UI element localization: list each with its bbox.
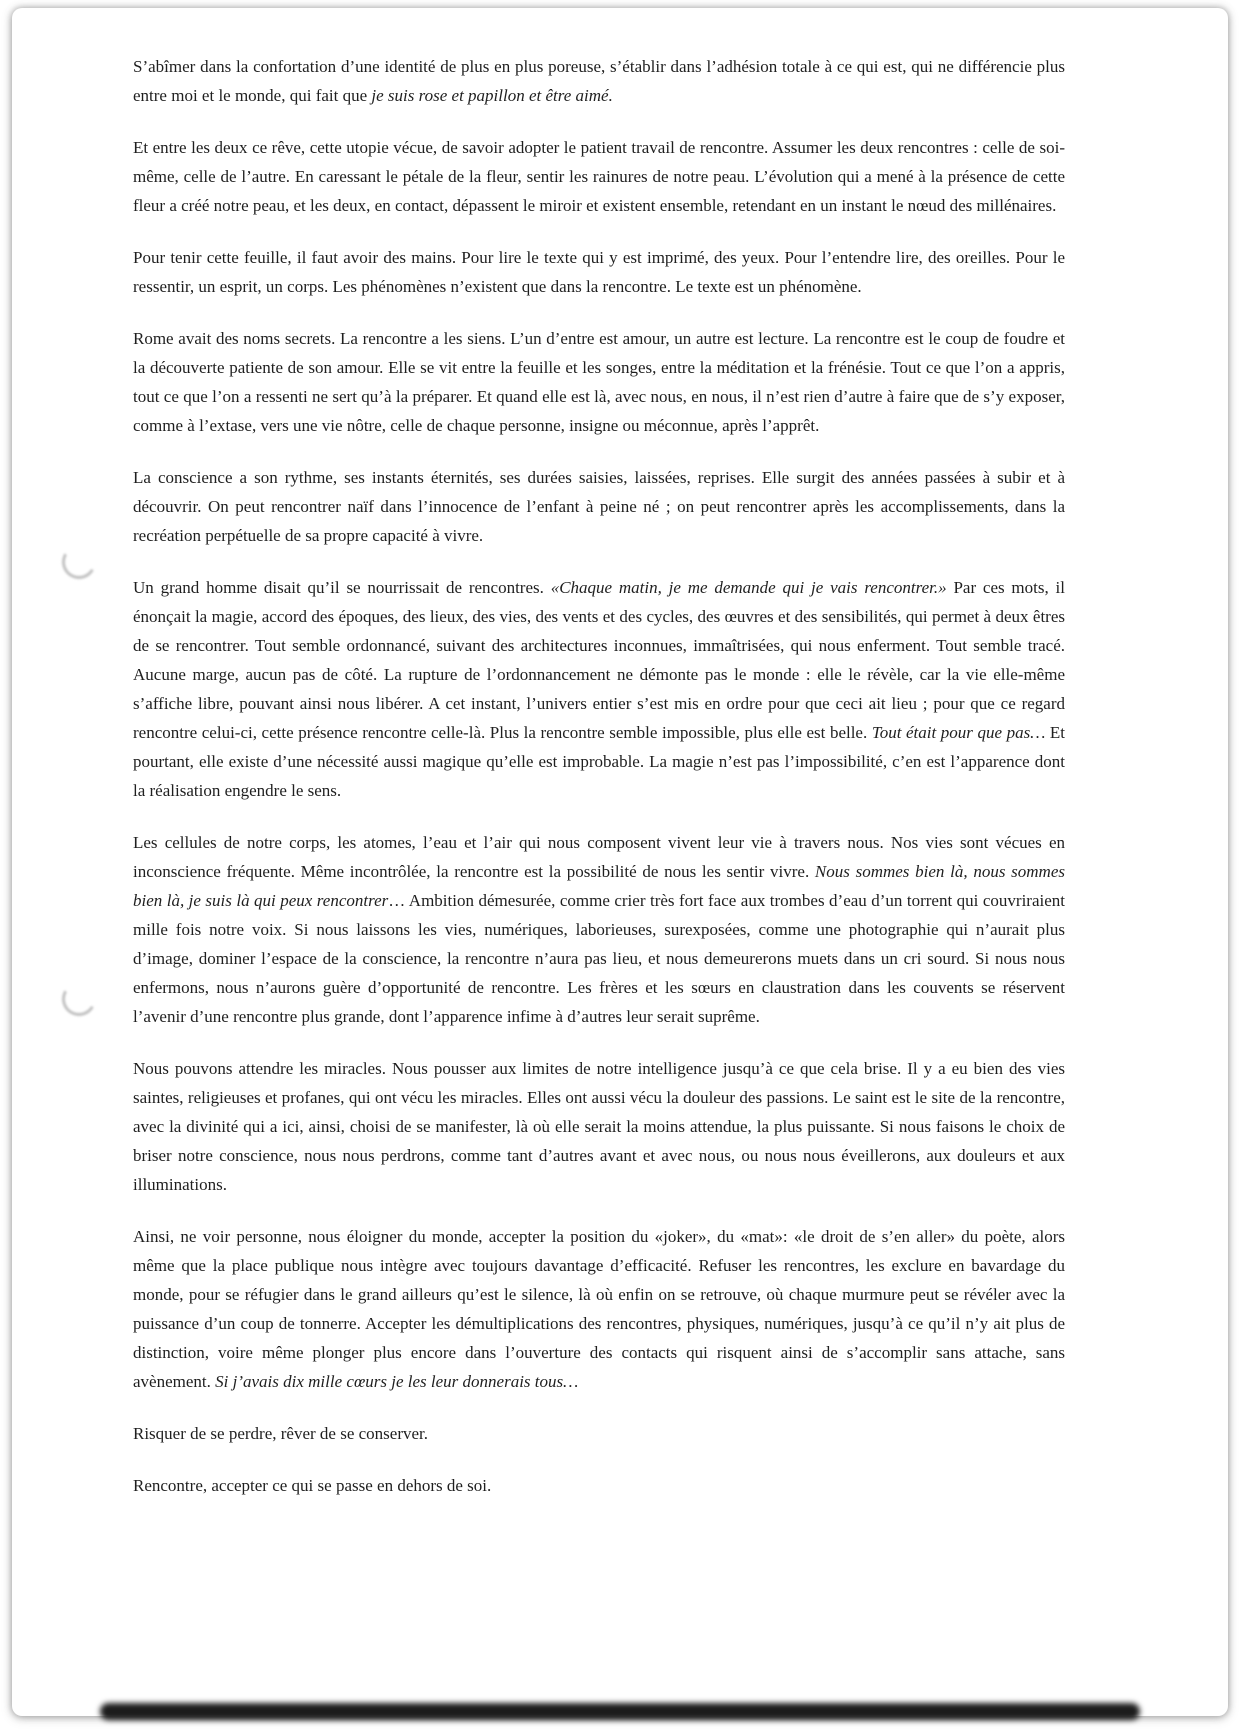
paragraph: [133, 243, 1065, 301]
scan-shadow: [100, 1703, 1140, 1720]
paragraph: [133, 52, 1065, 110]
paragraph-run: Ainsi, ne voir personne, nous éloigner du monde, accepter la position du «joker», du «mat»: «le droit de s’en aller» du poète, alors même que la place publique nous intègre avec toujours davantage d’efficacité. Refuser les rencontres, les exclure en bavardage du monde, pour se réfugier dans le grand ailleurs qu’est le silence, là où enfin on se retrouve, où chaque murmure peut se révéler avec la puissance d’un coup de tonnerre. Accepter les démultiplications des rencontres, physiques, numériques, jusqu’à ce qu’il n’y ait plus de distinction, voire même plonger plus encore dans l’ouverture des contacts qui risquent ainsi de s’accomplir sans attache, sans avènement.: [133, 1227, 1065, 1391]
paragraph-run: Et pourtant, elle existe d’une nécessité aussi magique qu’elle est improbable. La magie n’est pas l’impossibilité, c’en est l’apparence dont la réalisation engendre le sens.: [133, 723, 1066, 800]
paragraph: [133, 1054, 1065, 1199]
paragraph: [133, 1222, 1065, 1396]
paragraph: [133, 1471, 1065, 1500]
paragraph-run-italic: je suis rose et papillon et être aimé.: [371, 86, 613, 105]
paragraph-run: Par ces mots, il énonçait la magie, accord des époques, des lieux, des vies, des vents et des cycles, des œuvres et des sensibilités, qui permet à deux êtres de se rencontrer. Tout semble ordonnancé, suivant des architectures inconnues, immaîtrisées, qui nous enferment. Tout semble tracé. Aucune marge, aucun pas de côté. La rupture de l’ordonnancement ne démonte pas le monde : elle le révèle, car la vie elle-même s’affiche libre, pouvant ainsi nous libérer. A cet instant, l’univers entier s’est mis en ordre pour que ceci ait lieu ; pour que ce regard rencontre celui-ci, cette présence rencontre celle-là. Plus la rencontre semble impossible, plus elle est belle.: [133, 578, 1065, 742]
paragraph: [133, 1419, 1065, 1448]
paragraph-run: Rencontre, accepter ce qui se passe en dehors de soi.: [133, 1476, 492, 1495]
paragraph: [133, 133, 1065, 220]
paragraph-run: Risquer de se perdre, rêver de se conserver.: [133, 1424, 429, 1443]
paragraph-run: Et entre les deux ce rêve, cette utopie vécue, de savoir adopter le patient travail de rencontre. Assumer les deux rencontres : celle de soi-même, celle de l’autre. En caressant le pétale de la fleur, sentir les rainures de notre peau. L’évolution qui a mené à la présence de cette fleur a créé notre peau, et les deux, en contact, dépassent le miroir et existent ensemble, retendant en un instant le nœud des millénaires.: [133, 138, 1065, 215]
paragraph-run: Un grand homme disait qu’il se nourrissait de rencontres.: [133, 578, 551, 597]
paragraph-run-italic: Si j’avais dix mille cœurs je les leur donnerais tous…: [215, 1372, 579, 1391]
paragraph-run: Pour tenir cette feuille, il faut avoir des mains. Pour lire le texte qui y est imprimé, des yeux. Pour l’entendre lire, des oreilles. Pour le ressentir, un esprit, un corps. Les phénomènes n’existent que dans la rencontre. Le texte est un phénomène.: [133, 248, 1065, 296]
paragraph-run-italic: «Chaque matin, je me demande qui je vais rencontrer.»: [550, 578, 947, 597]
paragraph: [133, 573, 1065, 805]
paragraph-run-italic: Tout était pour que pas…: [871, 723, 1046, 742]
hole-punch-icon: [58, 541, 100, 583]
paragraph-run: Les cellules de notre corps, les atomes, l’eau et l’air qui nous composent vivent leur vie à travers nous. Nos vies sont vécues en inconscience fréquente. Même incontrôlée, la rencontre est la possibilité de nous les sentir vivre.: [133, 833, 1065, 881]
paragraph-run: S’abîmer dans la confortation d’une identité de plus en plus poreuse, s’établir dans l’adhésion totale à ce qui est, qui ne différencie plus entre moi et le monde, qui fait que: [133, 57, 1065, 105]
paragraph-run: Rome avait des noms secrets. La rencontre a les siens. L’un d’entre est amour, un autre est lecture. La rencontre est le coup de foudre et la découverte patiente de son amour. Elle se vit entre la feuille et les songes, entre la méditation et la frénésie. Tout ce que l’on a appris, tout ce que l’on a ressenti ne sert qu’à la préparer. Et quand elle est là, avec nous, en nous, il n’est rien d’autre à faire que de s’y exposer, comme à l’extase, vers une vie nôtre, celle de chaque personne, insigne ou méconnue, après l’apprêt.: [133, 329, 1065, 435]
paragraph-run: … Ambition démesurée, comme crier très fort face aux trombes d’eau d’un torrent qui couvriraient mille fois notre voix. Si nous laissons les vies, numériques, laborieuses, surexposées, comme une photographie qui n’aurait plus d’image, dominer l’espace de la conscience, la rencontre n’aura pas lieu, et nous demeurerons muets dans un cri sourd. Si nous nous enfermons, nous n’aurons guère d’opportunité de rencontre. Les frères et les sœurs en claustration dans les couvents se réservent l’avenir d’une rencontre plus grande, dont l’apparence infime à d’autres leur serait suprême.: [133, 891, 1065, 1026]
paragraph: [133, 828, 1065, 1031]
document-page: [12, 8, 1228, 1716]
hole-punch-icon: [58, 978, 100, 1020]
paragraph: [133, 324, 1065, 440]
paragraph-run-italic: Nous sommes bien là, nous sommes bien là, je suis là qui peux rencontrer: [133, 862, 1065, 910]
paragraph-run: Nous pouvons attendre les miracles. Nous pousser aux limites de notre intelligence jusqu’à ce que cela brise. Il y a eu bien des vies saintes, religieuses et profanes, qui ont vécu les miracles. Elles ont aussi vécu la douleur des passions. Le saint est le site de la rencontre, avec la divinité qui a ici, ainsi, choisi de se manifester, là où elle serait la moins attendue, la plus puissante. Si nous faisons le choix de briser notre conscience, nous nous perdrons, comme tant d’autres avant et avec nous, ou nous nous éveillerons, aux douleurs et aux illuminations.: [133, 1059, 1065, 1194]
paragraph-run: La conscience a son rythme, ses instants éternités, ses durées saisies, laissées, reprises. Elle surgit des années passées à subir et à découvrir. On peut rencontrer naïf dans l’innocence de l’enfant à peine né ; on peut rencontrer après les accomplissements, dans la recréation perpétuelle de sa propre capacité à vivre.: [133, 468, 1065, 545]
paragraph: [133, 463, 1065, 550]
text-block: [133, 52, 1065, 1523]
